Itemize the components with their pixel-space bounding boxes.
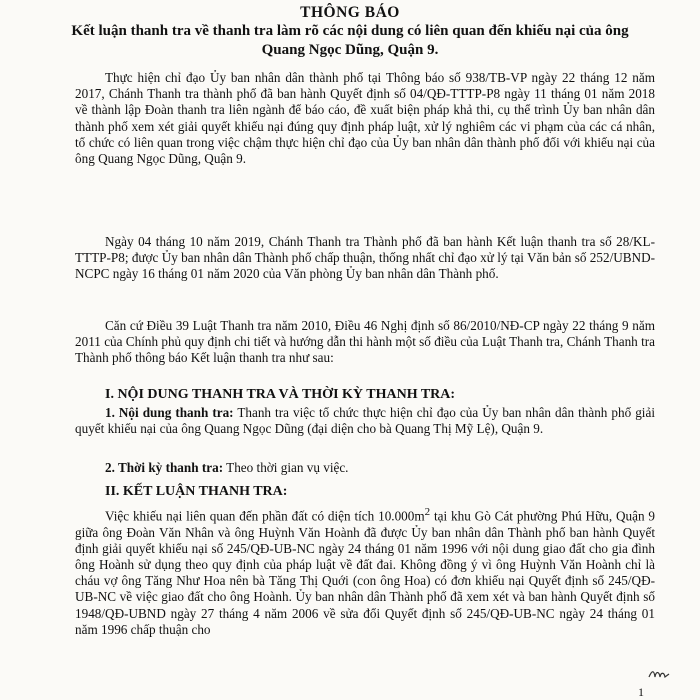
document-subtitle: Kết luận thanh tra về thanh tra làm rõ các nội dung có liên quan đến khiếu nại của ông Quang Ngọc Dũng, Quận 9. bbox=[71, 23, 629, 58]
intro-paragraph-3: Căn cứ Điều 39 Luật Thanh tra năm 2010, Điều 46 Nghị định số 86/2010/NĐ-CP ngày 22 tháng 9 năm 2011 của Chính phủ quy định chi tiết và hướng dẫn thi hành một số điều của Luật Thanh tra, Chánh Thanh tra Thành phố thông báo Kết luận thanh tra như sau: bbox=[75, 318, 655, 366]
handwritten-mark bbox=[648, 668, 670, 684]
item-2-label: 2. Thời kỳ thanh tra: bbox=[105, 460, 224, 475]
section-2-heading: II. KẾT LUẬN THANH TRA: bbox=[105, 484, 288, 499]
section-1-item-1 bbox=[75, 405, 655, 437]
section-2-paragraph bbox=[75, 504, 655, 638]
section-1-item-2 bbox=[75, 460, 655, 476]
intro-paragraph-2: Ngày 04 tháng 10 năm 2019, Chánh Thanh tra Thành phố đã ban hành Kết luận thanh tra số 28/KL-TTTP-P8; được Ủy ban nhân dân Thành phố chấp thuận, thống nhất chỉ đạo xử lý tại Văn bản số 252/UBND-NCPC ngày 16 tháng 01 năm 2020 của Văn phòng Ủy ban nhân dân Thành phố. bbox=[75, 234, 655, 282]
area-superscript: 2 bbox=[424, 506, 431, 518]
area-text-rest: tại khu Gò Cát phường Phú Hữu, Quận 9 giữa ông Đoàn Văn Nhân và ông Huỳnh Văn Hoành đã được Ủy ban nhân dân Thành phố ban hành Quyết định giải quyết khiếu nại số 245/QĐ-UB-NC ngày 24 tháng 01 năm 1996 với nội dung giao đất cho gia đình ông Hoành sử dụng theo quy định của pháp luật về đất đai. Không đồng ý vì ông Huỳnh Văn Hoành chỉ là cháu vợ ông Tăng Như Hoa nên bà Tăng Thị Quới (con ông Hoa) có đơn khiếu nại Quyết định số 245/QĐ-UB-NC về việc giao đất cho ông Hoành. Ủy ban nhân dân Thành phố đã xem xét và ban hành Quyết định số 1948/QĐ-UBND ngày 27 tháng 4 năm 2006 về sửa đổi Quyết định số 245/QĐ-UB-NC ngày 24 tháng 01 năm 1996 chấp thuận cho bbox=[75, 508, 655, 637]
document-title: THÔNG BÁO bbox=[300, 4, 400, 21]
item-2-text: Theo thời gian vụ việc. bbox=[223, 460, 349, 475]
item-1-text: Thanh tra việc tổ chức thực hiện chỉ đạo của Ủy ban nhân dân thành phố giải quyết khiếu nại của ông Quang Ngọc Dũng (đại diện cho bà Quang Thị Mỹ Lệ), Quận 9. bbox=[75, 405, 655, 437]
intro-paragraph-1: Thực hiện chỉ đạo Ủy ban nhân dân thành phố tại Thông báo số 938/TB-VP ngày 22 tháng 12 năm 2017, Chánh Thanh tra thành phố đã ban hành Quyết định số 04/QĐ-TTTP-P8 ngày 11 tháng 01 năm 2018 về thành lập Đoàn thanh tra liên ngành để báo cáo, đề xuất biện pháp khả thi, cụ thể trình Ủy ban nhân dân thành phố xem xét giải quyết khiếu nại đúng quy định pháp luật, xử lý nghiêm các vi phạm của các cá nhân, tổ chức có liên quan trong việc chậm thực hiện chỉ đạo của Ủy ban nhân dân thành phố đối với khiếu nại của ông Quang Ngọc Dũng, Quận 9. bbox=[75, 70, 655, 167]
section-1-heading: I. NỘI DUNG THANH TRA VÀ THỜI KỲ THANH TRA: bbox=[105, 387, 456, 402]
page-number: 1 bbox=[638, 685, 644, 699]
item-1-label: 1. Nội dung thanh tra: bbox=[105, 405, 234, 420]
area-text-start: Việc khiếu nại liên quan đến phần đất có diện tích 10.000m bbox=[105, 508, 425, 524]
